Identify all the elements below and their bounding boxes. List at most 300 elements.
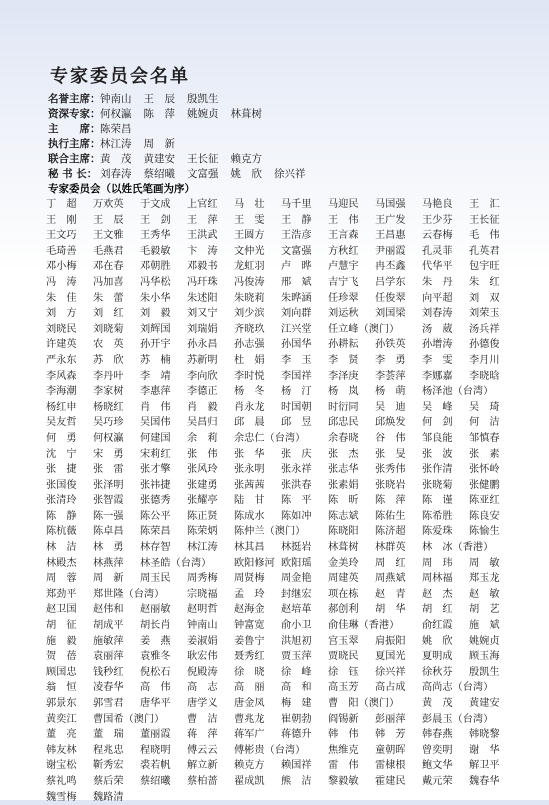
- leader-name: 何权瀛: [100, 108, 132, 120]
- member-name: 戴元荣: [422, 775, 453, 787]
- member-name: 吉宁飞: [328, 276, 359, 288]
- member-name: 陈 昕: [328, 495, 359, 507]
- leadership-names: [100, 122, 144, 137]
- member-name: 周 玮: [422, 557, 453, 569]
- member-name: 贺 蓓: [46, 651, 77, 663]
- member-name: 王洪武: [187, 230, 218, 242]
- member-name: 倪松石: [140, 666, 171, 678]
- member-name: 马千里: [281, 199, 312, 210]
- member-name: 唐华平: [140, 698, 171, 709]
- member-name: 曹 阳（澳门）: [328, 698, 400, 709]
- member-name: 包宇旺: [469, 261, 500, 273]
- member-name: 蔡柏蔷: [187, 775, 218, 787]
- member-name: 江兴堂: [281, 323, 312, 335]
- member-name: 胡 华: [375, 604, 406, 616]
- leader-name: 周 新: [143, 138, 175, 150]
- member-name: 崔朝勃: [281, 713, 312, 725]
- member-name: 吴 迪: [375, 401, 406, 413]
- member-name: 韩友林: [46, 744, 77, 756]
- member-name: 陈荣炳: [187, 526, 218, 538]
- member-name: 肖永龙: [234, 401, 265, 413]
- member-name: 赵 青: [375, 588, 406, 600]
- member-name: 马国强: [375, 199, 406, 210]
- member-name: 俞小卫: [281, 620, 312, 632]
- member-name: 肩振阳: [375, 635, 406, 647]
- member-name: 姜 燕: [140, 635, 171, 647]
- member-name: 李泽庚: [328, 370, 359, 382]
- member-name: 徐秋芬: [422, 666, 453, 678]
- member-name: 林圣皓（台湾）: [140, 557, 212, 569]
- leadership-row: [48, 152, 518, 167]
- member-name: 李 贤: [328, 354, 359, 366]
- member-name: 任珍翠: [328, 292, 359, 304]
- member-name: [469, 680, 516, 696]
- leader-name: 林江涛: [100, 138, 132, 150]
- leader-name: 姚婉贞: [187, 108, 219, 120]
- member-name: 蔡绍曦: [140, 775, 171, 787]
- member-name: 王 静: [281, 214, 312, 226]
- member-name: 阎锡新: [328, 713, 359, 725]
- member-name: 周贤梅: [234, 573, 265, 585]
- leadership-role: 主 席：: [48, 123, 101, 135]
- member-name: 毛琦善: [46, 245, 77, 257]
- member-name: [469, 540, 516, 556]
- member-name: 陈卓昌: [93, 526, 124, 538]
- member-name: 陈 静: [46, 510, 77, 522]
- member-name: 赵 敏: [469, 588, 500, 600]
- member-name: 孔英君: [469, 245, 500, 257]
- member-name: 曹 洁: [187, 713, 218, 725]
- member-name: 陈愉生: [469, 526, 500, 538]
- member-name: 陈晓阳: [328, 526, 359, 538]
- member-name: [375, 618, 422, 634]
- member-name: 张永祥: [281, 464, 312, 476]
- member-name: 杜 娟: [234, 354, 265, 366]
- member-name: 郑劲平: [46, 588, 77, 600]
- member-name: 余忠仁（台湾）: [234, 432, 306, 444]
- member-name: 贾晓民: [328, 651, 359, 663]
- member-name: 时国朝: [281, 401, 312, 413]
- leadership-names: [100, 107, 274, 122]
- member-name: 魏春华: [469, 775, 500, 787]
- member-name: 杨泽池（台湾）: [422, 386, 494, 398]
- member-name: 朱 佳: [46, 292, 77, 304]
- member-name: 胡长肖: [140, 620, 171, 632]
- member-name: 赵丽敏: [140, 604, 171, 616]
- member-name: 上官红: [187, 199, 218, 210]
- member-name: 吴巧珍: [93, 417, 124, 429]
- member-name: 孙志强: [234, 339, 265, 351]
- member-name: 卢慧宇: [328, 261, 359, 273]
- member-name: 马艳良: [422, 199, 453, 210]
- member-name: 靳秀宏: [93, 760, 124, 772]
- member-name: 李海潮: [46, 386, 77, 398]
- member-name: 周 敏: [469, 557, 500, 569]
- member-name: 凌春华: [93, 682, 124, 694]
- member-name: 汤兵祥: [469, 323, 500, 335]
- member-name: 童朝晖: [375, 744, 406, 756]
- member-name: 董丽霞: [140, 729, 171, 741]
- page-title: 专家委员会名单: [50, 66, 190, 87]
- member-name: 邢 斌: [281, 276, 312, 288]
- member-name: 林江涛: [187, 542, 218, 554]
- member-name: 肖 毅: [187, 401, 218, 413]
- member-name: 孙国华: [281, 339, 312, 351]
- member-name: 陈公平: [140, 510, 171, 522]
- member-name: 彭晨玉（台湾）: [422, 713, 494, 725]
- member-name: 洪旭初: [281, 635, 312, 647]
- member-name: 袁丽萍: [93, 651, 124, 663]
- member-name: 王 伟: [328, 214, 359, 226]
- member-name: 孙铁英: [375, 339, 406, 351]
- leader-name: 陈 萍: [143, 108, 175, 120]
- leadership-names: [100, 152, 274, 167]
- leader-name: 蔡绍曦: [143, 168, 175, 180]
- member-name: 林燕萍: [93, 557, 124, 569]
- member-name: 张素娟: [328, 479, 359, 491]
- member-name: 韩晓黎: [469, 729, 500, 741]
- member-name: 刘 毅: [140, 308, 171, 320]
- member-name: 汤 葳: [422, 323, 453, 335]
- member-name: 谢宝松: [46, 760, 77, 772]
- member-name: 顾国忠: [46, 666, 77, 678]
- member-name: [469, 384, 516, 400]
- member-name: 杨晓红: [93, 401, 124, 413]
- leadership-row: [48, 107, 518, 122]
- leader-name: 刘春涛: [100, 168, 132, 180]
- member-name: 张晓菊: [422, 479, 453, 491]
- member-name: 陈正贤: [187, 510, 218, 522]
- member-name: 夏明成: [422, 651, 453, 663]
- member-name: 张秀伟: [375, 464, 406, 476]
- member-name: 蒋 萍: [187, 729, 218, 741]
- member-name: 何 勇: [46, 432, 77, 444]
- member-name: 吴 琦: [469, 401, 500, 413]
- member-name: 贾玉萍: [281, 651, 312, 663]
- member-name: 宋莉红: [140, 448, 171, 460]
- member-name: 董 瑞: [93, 729, 124, 741]
- member-name: 刘国梁: [375, 308, 406, 320]
- member-name: 刘 红: [93, 308, 124, 320]
- member-name: 孔灵菲: [422, 245, 453, 257]
- member-name: 雷 伟: [328, 760, 359, 772]
- member-name: 陈爱珠: [422, 526, 453, 538]
- leadership-row: [48, 122, 518, 137]
- member-name: [469, 712, 516, 728]
- member-name: 解立新: [187, 760, 218, 772]
- member-name: 赖国祥: [281, 760, 312, 772]
- member-name: 霍建民: [375, 775, 406, 787]
- member-name: 卢 晔: [281, 261, 312, 273]
- member-name: 时衍同: [328, 401, 359, 413]
- member-name: 孙增涛: [422, 339, 453, 351]
- member-name: 张祎捷: [140, 479, 171, 491]
- member-name: 郑玉龙: [469, 573, 500, 585]
- member-name: 李惠萍: [140, 386, 171, 398]
- member-name: 方秋红: [328, 245, 359, 257]
- leadership-role: 执行主席：: [48, 138, 101, 150]
- member-name: 李丹叶: [93, 370, 124, 382]
- member-name: 朱晔涵: [281, 292, 312, 304]
- member-name: 钱秒红: [93, 666, 124, 678]
- member-name: 王长征: [469, 214, 500, 226]
- member-name: 邓朝胜: [140, 261, 171, 273]
- member-name: 龙虹羽: [234, 261, 265, 273]
- member-name: 王广发: [375, 214, 406, 226]
- member-name: 代华平: [422, 261, 453, 273]
- leader-name: 林葺树: [230, 108, 262, 120]
- member-name: 邹良能: [422, 432, 453, 444]
- member-name: 曹国希（澳门）: [93, 713, 165, 725]
- member-name: 蒋德升: [281, 729, 312, 741]
- member-name: 林存智: [140, 542, 171, 554]
- member-name: 姜鲁宁: [234, 635, 265, 647]
- member-name: 张泽明: [93, 479, 124, 491]
- member-name: 吴 峰: [422, 401, 453, 413]
- member-name: [281, 431, 328, 447]
- member-name: 农 英: [93, 339, 124, 351]
- leadership-row: [48, 137, 518, 152]
- member-name: 李 勇: [375, 354, 406, 366]
- member-name: 刘运秋: [328, 308, 359, 320]
- member-name: 邱焕发: [375, 417, 406, 429]
- member-name: 翁 恒: [46, 682, 77, 694]
- leader-name: 陈荣昌: [100, 123, 132, 135]
- member-name: 陈如冲: [281, 510, 312, 522]
- member-name: 程兆忠: [93, 744, 124, 756]
- member-name: 朱 红: [469, 276, 500, 288]
- member-name: 李 雯: [422, 354, 453, 366]
- member-name: 施 毅: [46, 635, 77, 647]
- member-name: 刘荣玉: [469, 308, 500, 320]
- member-name: 李家树: [93, 386, 124, 398]
- member-name: 沈 宁: [46, 448, 77, 460]
- member-name: 苏 楠: [140, 354, 171, 366]
- member-name: 张智霞: [93, 495, 124, 507]
- member-name: 陈 萍: [375, 495, 406, 507]
- member-name: 王言森: [328, 230, 359, 242]
- member-name: 蒋军广: [234, 729, 265, 741]
- member-name: 何 剑: [422, 417, 453, 429]
- member-name: 胡成平: [93, 620, 124, 632]
- member-name: 任俊翠: [375, 292, 406, 304]
- member-name: 毛燕君: [93, 245, 124, 257]
- member-name: 王昌惠: [375, 230, 406, 242]
- member-name: 邓在春: [93, 261, 124, 273]
- member-name: 傅云云: [187, 744, 218, 756]
- member-name: [140, 587, 187, 603]
- member-name: 王 汇: [469, 199, 500, 210]
- leader-name: 文富强: [187, 168, 219, 180]
- member-name: 高 伟: [140, 682, 171, 694]
- member-name: 刘晓菊: [93, 323, 124, 335]
- member-name: 马 壮: [234, 199, 265, 210]
- leadership-role: 资深专家：: [48, 108, 101, 120]
- member-name: 林挺岩: [281, 542, 312, 554]
- member-name: 黎毅敏: [328, 775, 359, 787]
- member-name: 王 萍: [187, 214, 218, 226]
- member-name: 徐 峰: [281, 666, 312, 678]
- member-name: 张国俊: [46, 479, 77, 491]
- member-name: 冯 涛: [46, 276, 77, 288]
- leader-name: 徐兴祥: [274, 168, 306, 180]
- member-name: 施敏萍: [93, 635, 124, 647]
- members-grid: [46, 197, 516, 805]
- member-name: 周玉民: [140, 573, 171, 585]
- member-name: 李 靖: [140, 370, 171, 382]
- member-name: 张建勇: [187, 479, 218, 491]
- member-name: 郑世隆（台湾）: [93, 588, 165, 600]
- member-name: 郭景东: [46, 698, 77, 709]
- leadership-row: [48, 167, 518, 182]
- member-name: 赵明哲: [187, 604, 218, 616]
- member-name: 谢 华: [469, 744, 500, 756]
- member-name: [281, 524, 328, 540]
- member-name: 孙德俊: [469, 339, 500, 351]
- member-name: 陈 谨: [422, 495, 453, 507]
- member-name: 项在栋: [328, 588, 359, 600]
- member-name: 刘瑞娟: [187, 323, 218, 335]
- member-name: 张洪春: [281, 479, 312, 491]
- member-name: 云春梅: [422, 230, 453, 242]
- member-name: 陈志斌: [328, 510, 359, 522]
- member-name: 张风玲: [187, 464, 218, 476]
- member-name: 赖克方: [234, 760, 265, 772]
- member-name: 张 波: [422, 448, 453, 460]
- member-name: 吴国伟: [140, 417, 171, 429]
- member-name: 胡 征: [46, 620, 77, 632]
- member-name: 王 刚: [46, 214, 77, 226]
- member-name: 王圆方: [234, 230, 265, 242]
- member-name: 陈 平: [281, 495, 312, 507]
- member-name: 高 和: [281, 682, 312, 694]
- member-name: 周林福: [422, 573, 453, 585]
- member-name: 宋 勇: [93, 448, 124, 460]
- member-name: 谷 伟: [375, 432, 406, 444]
- member-name: 郭雪君: [93, 698, 124, 709]
- member-name: 王 雯: [234, 214, 265, 226]
- member-name: 邓毅书: [187, 261, 218, 273]
- member-name: 刘春涛: [422, 308, 453, 320]
- member-name: 陈杭薇: [46, 526, 77, 538]
- member-name: 黄奕江: [46, 713, 77, 725]
- member-name: 邹慎春: [469, 432, 500, 444]
- member-name: 彭丽萍: [375, 713, 406, 725]
- member-name: 欧阳瑶: [281, 557, 312, 569]
- member-name: 张 庆: [281, 448, 312, 460]
- member-name: 李风森: [46, 370, 77, 382]
- member-name: 黄建安: [469, 698, 500, 709]
- member-name: 何建国: [140, 432, 171, 444]
- member-name: 李德正: [187, 386, 218, 398]
- member-name: 赵卫国: [46, 604, 77, 616]
- member-name: 张永明: [234, 464, 265, 476]
- member-name: [140, 712, 187, 728]
- member-name: 文仲光: [234, 245, 265, 257]
- member-name: 冯玕珠: [187, 276, 218, 288]
- member-name: 冯俊涛: [234, 276, 265, 288]
- leader-name: 黄 茂: [100, 153, 132, 165]
- member-name: 王 辰: [93, 214, 124, 226]
- member-name: 张耀亭: [187, 495, 218, 507]
- leader-name: 黄建安: [143, 153, 175, 165]
- member-name: 徐 钰: [328, 666, 359, 678]
- member-name: 耿宏伟: [187, 651, 218, 663]
- member-name: 周秀梅: [187, 573, 218, 585]
- member-name: 杨 汀: [281, 386, 312, 398]
- member-name: 吴昌归: [187, 417, 218, 429]
- member-name: 许建英: [46, 339, 77, 351]
- member-name: 刘向群: [281, 308, 312, 320]
- leadership-names: [100, 137, 187, 152]
- member-name: 朱晓莉: [234, 292, 265, 304]
- member-name: 翟成凯: [234, 775, 265, 787]
- member-name: 刘又宁: [187, 308, 218, 320]
- member-name: 宫玉翠: [328, 635, 359, 647]
- member-name: 林殿杰: [46, 557, 77, 569]
- member-name: 高尚志（台湾）: [422, 682, 494, 694]
- member-name: [375, 696, 422, 712]
- member-name: 尹丽霞: [375, 245, 406, 257]
- member-name: 王秀华: [140, 230, 171, 242]
- member-name: 李娜嘉: [422, 370, 453, 382]
- member-name: 陈希胜: [422, 510, 453, 522]
- member-name: 欧阳修河: [234, 557, 275, 569]
- member-name: 韩 芳: [375, 729, 406, 741]
- member-name: 蔡后荣: [93, 775, 124, 787]
- member-name: 刘晓民: [46, 323, 77, 335]
- member-name: 肖 伟: [140, 401, 171, 413]
- member-name: 文富强: [281, 245, 312, 257]
- member-name: 林葺树: [328, 542, 359, 554]
- member-name: 赵培革: [281, 604, 312, 616]
- leader-name: 王长征: [187, 153, 219, 165]
- leadership-role: 名誉主席：: [48, 93, 101, 105]
- member-name: 鲍文华: [422, 760, 453, 772]
- member-name: 傅彬贵（台湾）: [234, 744, 306, 756]
- member-name: 周 新: [93, 573, 124, 585]
- member-name: 李月川: [469, 354, 500, 366]
- member-name: 韩春燕: [422, 729, 453, 741]
- member-name: 倪殿涛: [187, 666, 218, 678]
- member-name: 夏国光: [375, 651, 406, 663]
- member-name: 雷棣根: [375, 760, 406, 772]
- member-name: 裘若帆: [140, 760, 171, 772]
- member-name: 余春晓: [328, 432, 359, 444]
- leadership-role: 联合主席：: [48, 153, 101, 165]
- member-name: 李国祥: [281, 370, 312, 382]
- leadership-list: [48, 92, 518, 182]
- member-name: 林 勇: [93, 542, 124, 554]
- member-name: 苏 欣: [93, 354, 124, 366]
- member-name: 张晓岩: [375, 479, 406, 491]
- member-name: 毛毅敏: [140, 245, 171, 257]
- member-name: 吴友哲: [46, 417, 77, 429]
- leadership-names: [100, 92, 231, 107]
- member-name: 姚婉贞: [469, 635, 500, 647]
- member-name: 陈成水: [234, 510, 265, 522]
- member-name: 孙开宇: [140, 339, 171, 351]
- member-name: 聂秀红: [234, 651, 265, 663]
- member-name: 何 洁: [469, 417, 500, 429]
- member-name: 赵伟和: [93, 604, 124, 616]
- member-name: 周燕斌: [375, 573, 406, 585]
- leadership-row: [48, 92, 518, 107]
- member-name: 张茜茜: [234, 479, 265, 491]
- member-name: 李晓晗: [469, 370, 500, 382]
- member-name: 吕学东: [375, 276, 406, 288]
- member-name: 王文雅: [93, 230, 124, 242]
